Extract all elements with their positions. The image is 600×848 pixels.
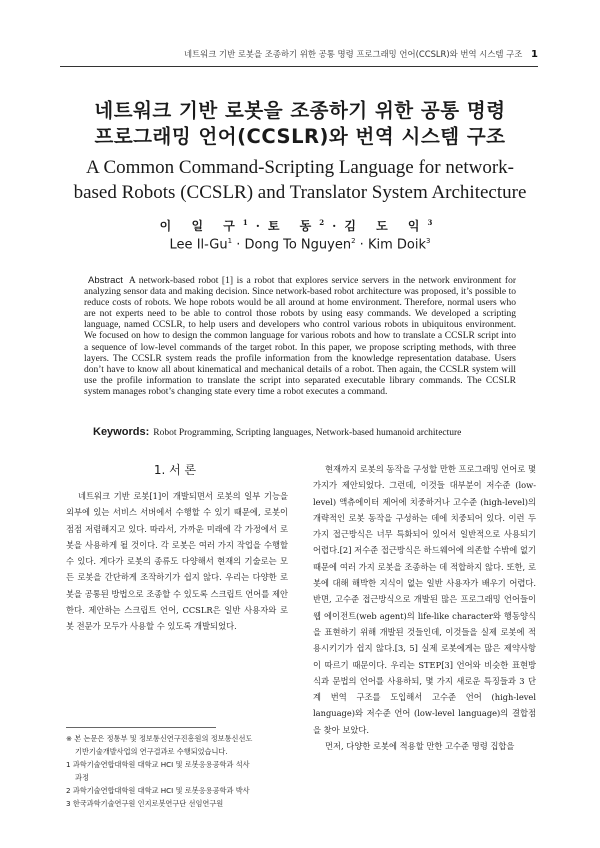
author-en-1: Lee Il-Gu xyxy=(169,237,228,253)
footnotes xyxy=(66,732,296,810)
page-number: 1 xyxy=(531,49,538,60)
abstract-text: A network-based robot [1] is a robot that explores service servers in the network environment for analyzing sensor data and making decision. Since network-based robot architecture was proposed, it’s possible to reduce costs of robots. We hope robots would be all around at home environment. Therefore, normal users who are not experts need to be able to control those robots by using easy commands. We developed a scripting language, named CCSLR, to help users and developers who control various robots in ubiquitous environment. We focused on how to design the common language for various robots and how to translate a CCSLR script into a sequence of low-level commands of the target robot. In this paper, we propose scripting methods, with three layers. The CCSLR system reads the profile information from the knowledge representation database. Users don’t have to know all about kinematical and mechanical details of a robot. Then again, the CCSLR system will use the profile information to translate the script into separated executable library commands. The CCSLR system manages robot’s changing state every time a robot executes a command. xyxy=(84,276,516,397)
keywords-text: Robot Programming, Scripting languages, Network-based humanoid architecture xyxy=(153,428,462,438)
footnote-affil-1: 1 과학기술연합대학원 대학교 HCI 및 로봇응용공학과 석사 xyxy=(66,760,250,769)
author-ko-sep2: · xyxy=(332,219,345,233)
author-ko-1: 이 일 구 xyxy=(159,219,243,233)
keywords-label: Keywords: xyxy=(93,426,150,438)
author-en-3-affil: 3 xyxy=(425,237,431,245)
footnote-affil-3: 3 한국과학기술연구원 인지로봇연구단 선임연구원 xyxy=(66,799,224,808)
left-column xyxy=(66,488,288,635)
author-ko-3: 김 도 익 xyxy=(344,219,428,233)
abstract-label: Abstract xyxy=(88,275,123,286)
running-header xyxy=(60,48,538,67)
korean-title-line2: 프로그래밍 언어(CCSLR)와 번역 시스템 구조 xyxy=(94,125,506,148)
author-ko-2-affil: 2 xyxy=(319,218,333,227)
author-en-3: Kim Doik xyxy=(367,237,426,253)
intro-paragraph-right-1: 현재까지 로봇의 동작을 구성할 만한 프로그래밍 언어로 몇 가지가 제안되었다. 그런데, 이것들 대부분이 저수준 (low-level) 액츄에이터 제어에 치중하거나 고수준 (high-level)의 개략적인 로봇 동작을 구성하는 데에 치중되어 있다. 이런 두 가지 접근방식은 너무 특화되어 있어서 일반적으로 사용되기 어렵다.[2] 저수준 접근방식은 하드웨어에 의존할 수밖에 없기 때문에 여러 가지 로봇을 조종하는 데 적합하지 않다. 또한, 로봇에 대해 해박한 지식이 없는 일반 사용자가 배우기 어렵다. 반면, 고수준 접근방식으로 개발된 많은 프로그래밍 언어들이 웹 에이전트(web agent)의 life-like character와 행동양식을 표현하기 위해 개발된 것들인데, 이것들을 실제 로봇에 적용시키기가 쉽지 않다.[3, 5] 실제 로봇에게는 많은 제약사항이 따르기 때문이다. 우리는 STEP[3] 언어와 비슷한 표현방식과 문법의 언어를 사용하되, 몇 가지 새로운 특징들과 3 단계 번역 구조를 도입해서 고수준 언어 (high-level language)와 저수준 언어 (low-level language)의 결합점을 찾아 보았다. xyxy=(313,464,536,735)
footnote-funding-cont: 기반기술개발사업의 연구결과로 수행되었습니다. xyxy=(75,747,228,756)
section-heading: 1. 서 론 xyxy=(153,463,197,477)
english-title-line1: A Common Command-Scripting Language for network- xyxy=(86,157,514,178)
author-ko-2: 토 동 xyxy=(267,219,320,233)
author-ko-sep1: · xyxy=(255,219,268,233)
english-title xyxy=(0,155,600,205)
footnote-rule xyxy=(66,727,216,728)
korean-title-line1: 네트워크 기반 로봇을 조종하기 위한 공통 명령 xyxy=(94,99,506,122)
intro-paragraph-right-2: 먼저, 다양한 로봇에 적용할 만한 고수준 명령 집합을 xyxy=(325,741,515,752)
english-title-line2: based Robots (CCSLR) and Translator System Architecture xyxy=(73,182,527,203)
author-en-sep1: · xyxy=(232,237,245,253)
abstract xyxy=(84,275,516,398)
english-authors xyxy=(0,237,600,252)
keywords xyxy=(93,426,523,438)
author-en-1-affil: 1 xyxy=(227,237,233,245)
korean-authors xyxy=(0,217,600,234)
author-en-2-affil: 2 xyxy=(351,237,356,245)
author-en-2: Dong To Nguyen xyxy=(244,237,352,253)
footnote-affil-1-cont: 과정 xyxy=(75,773,89,782)
right-column xyxy=(313,461,536,754)
author-en-sep2: · xyxy=(355,237,368,253)
intro-paragraph-left: 네트워크 기반 로봇[1]이 개발되면서 로봇의 일부 기능을 외부에 있는 서비스 서버에서 수행할 수 있기 때문에, 로봇이 점점 저렴해지고 있다. 따라서, 가까운 미래에 각 가정에서 로봇을 사용하게 될 것이다. 각 로봇은 여러 가지 작업을 수행할 수 있다. 게다가 로봇의 종류도 다양해서 현재의 기술로는 모든 로봇을 간단하게 조작하기가 쉽지 않다. 우리는 다양한 로봇을 공통된 방법으로 조종할 수 있도록 스크립트 언어를 제안한다. 제안하는 스크립트 언어, CCSLR은 일반 사용자와 로봇 전문가 모두가 사용할 수 있도록 개발되었다. xyxy=(66,491,288,632)
running-title: 네트워크 기반 로봇을 조종하기 위한 공통 명령 프로그래밍 언어(CCSLR)와 번역 시스템 구조 xyxy=(183,49,523,59)
author-ko-1-affil: 1 xyxy=(242,218,256,227)
footnote-funding: ※ 본 논문은 정통부 및 정보통신연구진흥원의 정보통신선도 xyxy=(66,734,253,743)
korean-title xyxy=(0,98,600,150)
footnote-affil-2: 2 과학기술연합대학원 대학교 HCI 및 로봇응용공학과 박사 xyxy=(66,786,250,795)
author-ko-3-affil: 3 xyxy=(427,218,441,227)
